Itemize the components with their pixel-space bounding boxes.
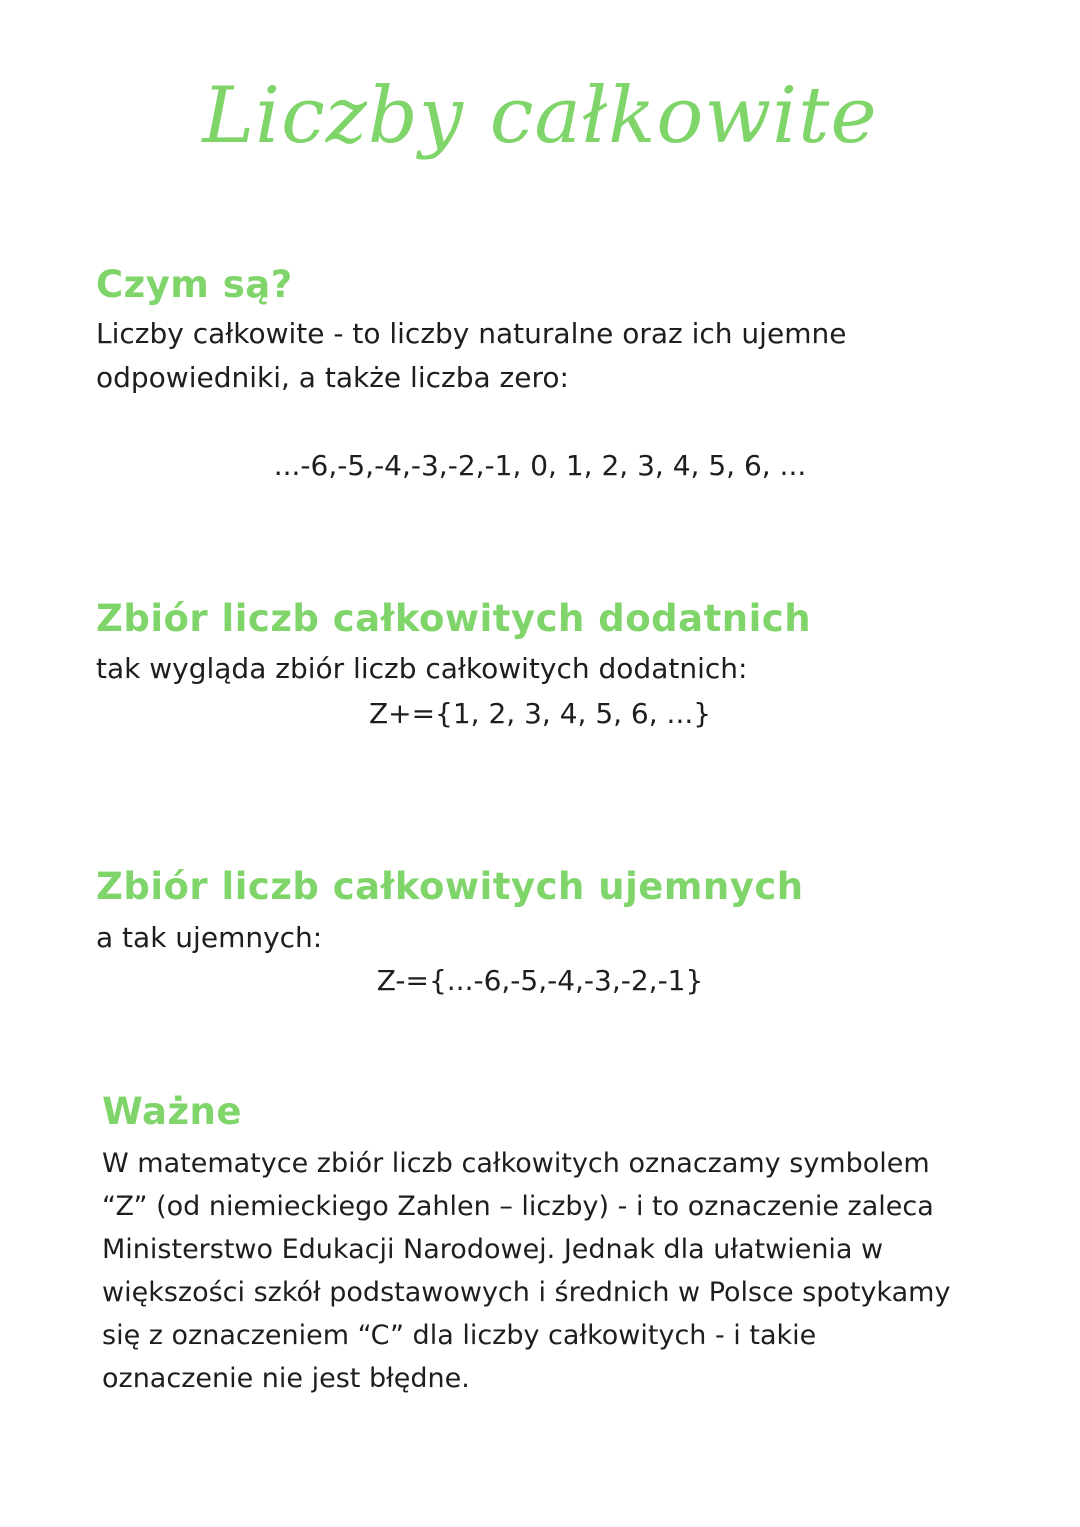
section-text-dodatnie: tak wygląda zbiór liczb całkowitych dodatnich: (96, 652, 748, 685)
section-heading-czym-sa: Czym są? (96, 263, 293, 306)
section-text-wazne: W matematyce zbiór liczb całkowitych oznaczamy symbolem “Z” (od niemieckiego Zahlen – liczby) - i to oznaczenie zaleca Ministerstwo Edukacji Narodowej. Jednak dla ułatwienia w większości szkół podstawowych i średnich w Polsce spotykamy się z oznaczeniem “C” dla liczby całkowitych - i takie oznaczenie nie jest błędne. (102, 1148, 951, 1394)
positive-set-formula: Z+={1, 2, 3, 4, 5, 6, ...} (368, 697, 712, 730)
section-text-czym-sa: Liczby całkowite - to liczby naturalne oraz ich ujemne odpowiedniki, a także liczba zero: (96, 317, 847, 394)
negative-set-formula: Z-={...-6,-5,-4,-3,-2,-1} (376, 964, 704, 997)
section-heading-dodatnie: Zbiór liczb całkowitych dodatnich (96, 597, 812, 640)
page-title: Liczby całkowite (202, 71, 878, 161)
section-heading-wazne: Ważne (102, 1090, 242, 1133)
section-heading-ujemne: Zbiór liczb całkowitych ujemnych (96, 865, 804, 908)
integers-sequence: ...-6,-5,-4,-3,-2,-1, 0, 1, 2, 3, 4, 5, 6, ... (273, 449, 807, 482)
section-text-ujemne: a tak ujemnych: (96, 921, 323, 954)
